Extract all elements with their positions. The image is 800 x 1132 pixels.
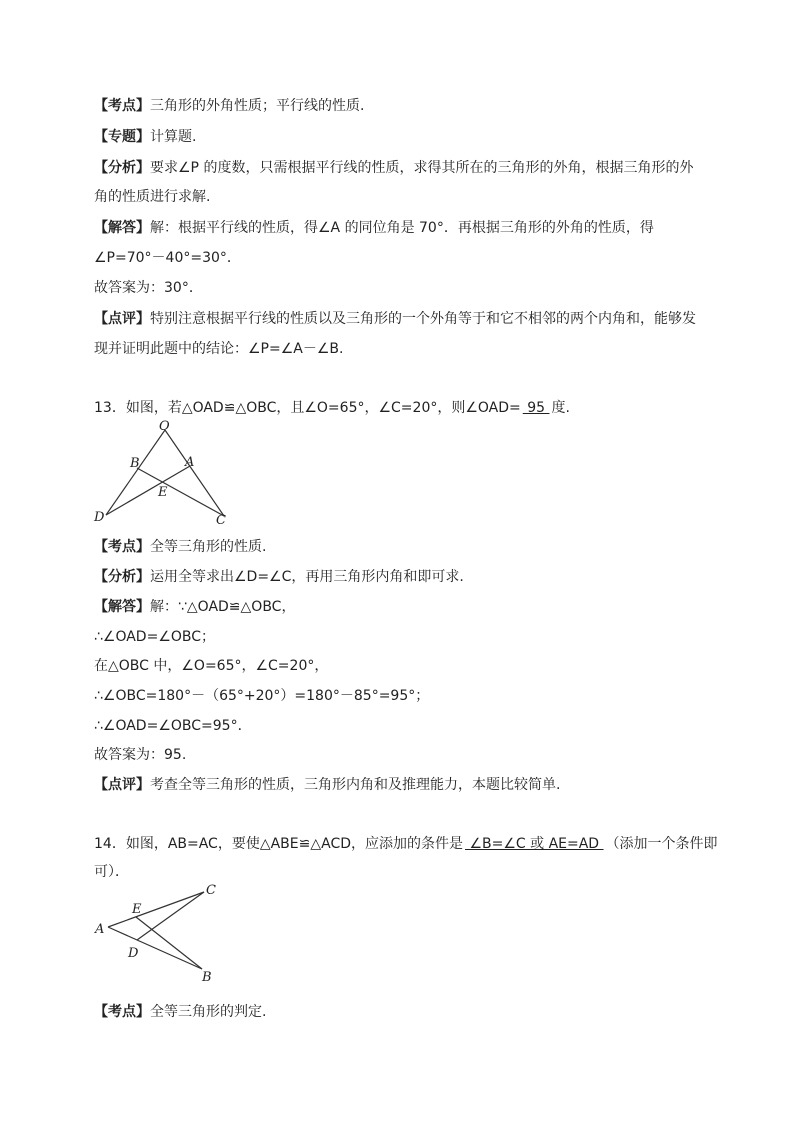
label-e: E bbox=[158, 485, 168, 500]
q13-stem-pre: 13．如图，若△OAD≌△OBC，且∠O=65°，∠C=20°，则∠OAD= bbox=[94, 400, 521, 416]
q14-figure bbox=[90, 880, 230, 985]
q12-fenxi-cont bbox=[94, 187, 210, 207]
label-d: D bbox=[128, 946, 139, 961]
label-o: O bbox=[159, 419, 170, 434]
q13-dianping bbox=[94, 775, 560, 795]
segment-dc bbox=[137, 892, 204, 940]
q12-answer: 故答案为：30°． bbox=[94, 280, 203, 296]
q13-step-2: 在△OBC 中，∠O=65°，∠C=20°， bbox=[94, 658, 329, 674]
fenxi-text-1: 要求∠P 的度数，只需根据平行线的性质，求得其所在的三角形的外角，根据三角形的外 bbox=[150, 160, 694, 176]
segment-bc bbox=[137, 468, 224, 516]
q13-step-1: ∴∠OAD=∠OBC； bbox=[94, 629, 216, 645]
kaodian-tag: 【考点】 bbox=[94, 1004, 150, 1020]
label-d: D bbox=[94, 510, 105, 525]
q13-figure bbox=[90, 418, 240, 528]
q14-kaodian bbox=[94, 1002, 266, 1022]
segment-ab bbox=[108, 927, 202, 969]
fenxi-tag: 【分析】 bbox=[94, 569, 150, 585]
q12-fenxi bbox=[94, 158, 693, 178]
q13-jieda bbox=[94, 597, 295, 617]
q12-jieda bbox=[94, 218, 654, 238]
zhuanti-text: 计算题. bbox=[150, 129, 197, 145]
q14-stem bbox=[94, 834, 718, 854]
q12-dianping-cont bbox=[94, 339, 343, 359]
dianping-text-2: 现并证明此题中的结论：∠P=∠A－∠B. bbox=[94, 341, 344, 357]
q14-answer-blank: ∠B=∠C 或 AE=AD bbox=[465, 836, 604, 852]
label-b: B bbox=[130, 456, 140, 471]
jieda-text: 解：∵△OAD≌△OBC， bbox=[150, 599, 296, 615]
fenxi-tag: 【分析】 bbox=[94, 160, 150, 176]
fenxi-text: 运用全等求出∠D=∠C，再用三角形内角和即可求. bbox=[150, 569, 464, 585]
segment-ac bbox=[108, 892, 204, 927]
dianping-text-1: 特别注意根据平行线的性质以及三角形的一个外角等于和它不相邻的两个内角和，能够发 bbox=[150, 311, 696, 327]
jieda-text-2: ∠P=70°－40°=30°． bbox=[94, 250, 241, 266]
jieda-text-1: 解：根据平行线的性质，得∠A 的同位角是 70°．再根据三角形的外角的性质，得 bbox=[150, 220, 654, 236]
q14-stem-pre: 14．如图，AB=AC，要使△ABE≌△ACD，应添加的条件是 bbox=[94, 836, 464, 852]
q14-stem-cont: 可）． bbox=[94, 864, 129, 880]
q13-kaodian bbox=[94, 537, 266, 557]
q13-stem bbox=[94, 398, 570, 418]
q13-stem-post: 度. bbox=[551, 400, 570, 416]
label-c: C bbox=[206, 883, 216, 898]
label-a: A bbox=[185, 455, 195, 470]
zhuanti-tag: 【专题】 bbox=[94, 129, 150, 145]
q13-fenxi bbox=[94, 567, 464, 587]
kaodian-text: 三角形的外角性质；平行线的性质. bbox=[150, 98, 365, 114]
kaodian-tag: 【考点】 bbox=[94, 98, 150, 114]
jieda-tag: 【解答】 bbox=[94, 599, 150, 615]
dianping-tag: 【点评】 bbox=[94, 311, 150, 327]
q13-step-4: ∴∠OAD=∠OBC=95°． bbox=[94, 718, 252, 734]
q12-kaodian bbox=[94, 96, 364, 116]
q12-zhuanti bbox=[94, 127, 196, 147]
label-e: E bbox=[132, 902, 142, 917]
segment-od bbox=[106, 430, 165, 515]
q12-jieda-cont bbox=[94, 248, 241, 268]
q14-stem-post: （添加一个条件即 bbox=[605, 836, 718, 852]
kaodian-text: 全等三角形的性质. bbox=[150, 539, 267, 555]
segment-eb bbox=[136, 917, 202, 969]
segment-oc bbox=[165, 430, 224, 516]
dianping-tag: 【点评】 bbox=[94, 777, 150, 793]
q13-step-3: ∴∠OBC=180°－（65°+20°）=180°－85°=95°； bbox=[94, 688, 430, 704]
q12-dianping bbox=[94, 309, 696, 329]
fenxi-text-2: 角的性质进行求解. bbox=[94, 189, 211, 205]
jieda-tag: 【解答】 bbox=[94, 220, 150, 236]
label-b: B bbox=[202, 970, 212, 985]
q13-answer-blank: 95 bbox=[522, 400, 550, 416]
kaodian-text: 全等三角形的判定. bbox=[150, 1004, 267, 1020]
dianping-text: 考查全等三角形的性质，三角形内角和及推理能力，本题比较简单. bbox=[150, 777, 561, 793]
label-a: A bbox=[95, 922, 105, 937]
kaodian-tag: 【考点】 bbox=[94, 539, 150, 555]
label-c: C bbox=[216, 513, 226, 528]
q13-answer: 故答案为：95. bbox=[94, 747, 187, 763]
